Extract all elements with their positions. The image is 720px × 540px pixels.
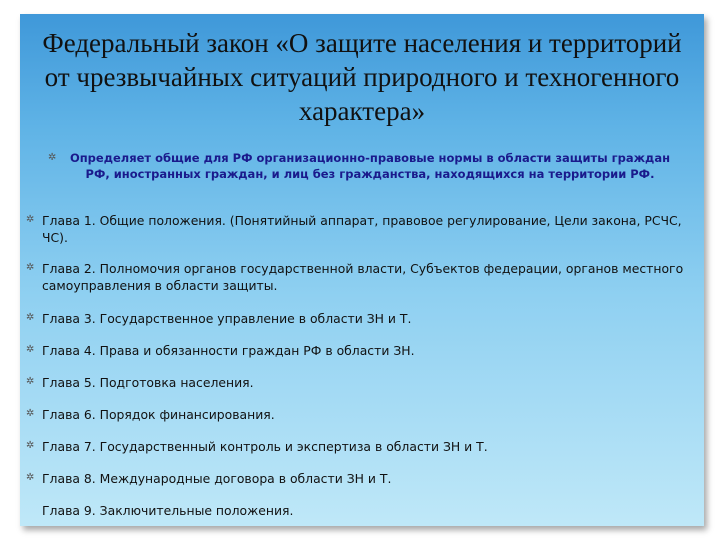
chapter-text: Глава 8. Международные договора в области ЗН и Т. [42, 471, 392, 486]
chapter-item [26, 310, 686, 327]
chapter-item [26, 470, 686, 487]
bullet-icon: ✲ [26, 376, 35, 387]
bullet-icon: ✲ [26, 344, 35, 355]
chapter-text: Глава 5. Подготовка населения. [42, 375, 254, 390]
chapter-item [26, 438, 686, 455]
chapter-text: Глава 4. Права и обязанности граждан РФ в области ЗН. [42, 343, 415, 358]
bullet-icon: ✲ [26, 440, 35, 451]
chapter-text: Глава 7. Государственный контроль и экспертиза в области ЗН и Т. [42, 439, 488, 454]
chapter-item [26, 406, 686, 423]
bullet-icon: ✲ [26, 408, 35, 419]
chapter-item [26, 212, 686, 246]
slide-title: Федеральный закон «О защите населения и территорий от чрезвычайных ситуаций природного и техногенного характера» [42, 28, 682, 126]
chapter-text: Глава 6. Порядок финансирования. [42, 407, 275, 422]
chapter-text: Глава 9. Заключительные положения. [42, 503, 294, 518]
chapter-text: Глава 1. Общие положения. (Понятийный аппарат, правовое регулирование, Цели закона, РСЧС, ЧС). [42, 213, 682, 245]
bullet-icon: ✲ [26, 214, 35, 225]
chapter-text: Глава 3. Государственное управление в области ЗН и Т. [42, 311, 412, 326]
intro-text: Определяет общие для РФ организационно-правовые нормы в области защиты граждан РФ, иностранных граждан, и лиц без гражданства, находящихся на территории РФ. [69, 151, 671, 181]
chapter-item [26, 260, 686, 294]
bullet-icon: ✲ [26, 312, 35, 323]
chapter-item [26, 374, 686, 391]
chapter-item [26, 342, 686, 359]
chapter-item [26, 502, 686, 519]
slide [20, 14, 704, 526]
chapter-text: Глава 2. Полномочия органов государственной власти, Субъектов федерации, органов местного самоуправления в области защиты. [42, 261, 684, 293]
bullet-icon: ✲ [48, 152, 57, 163]
bullet-icon: ✲ [26, 262, 35, 273]
bullet-icon: ✲ [26, 472, 35, 483]
intro-paragraph [48, 150, 676, 182]
